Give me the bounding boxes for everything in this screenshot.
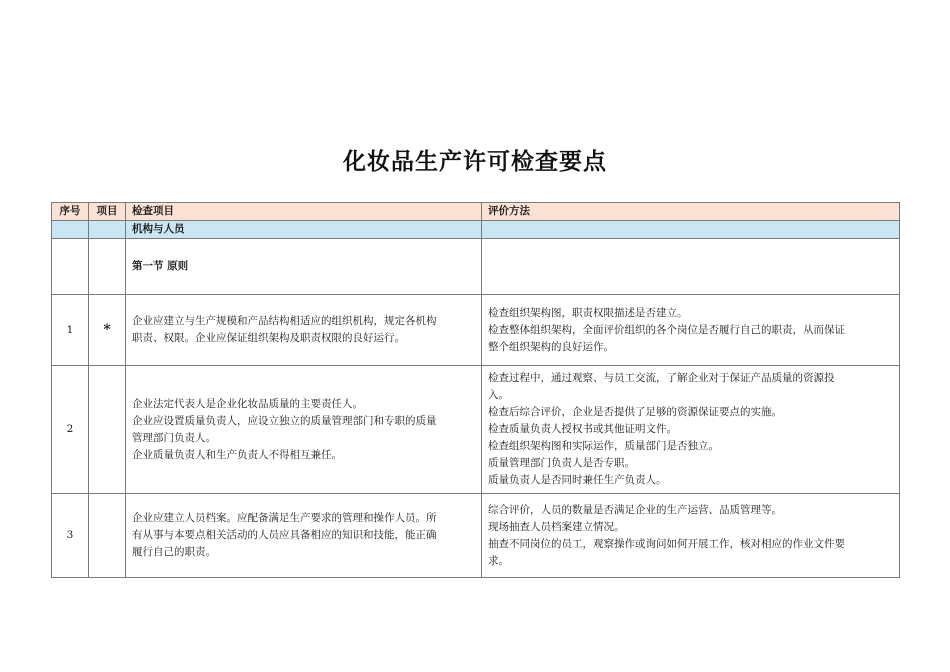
- method-line: 整个组织架构的良好运作。: [488, 340, 614, 353]
- header-method: 评价方法: [482, 203, 900, 221]
- check-line: 企业法定代表人是企业化妆品质量的主要责任人。: [132, 397, 363, 410]
- row-method: [482, 295, 900, 366]
- table-row: [52, 494, 900, 578]
- header-item: 项目: [89, 203, 126, 221]
- check-line: 企业应建立与生产规模和产品结构相适应的组织机构，规定各机构: [132, 315, 437, 327]
- section-row: [52, 221, 900, 239]
- table-row: [52, 295, 900, 366]
- method-line: 综合评价，人员的数量是否满足企业的生产运营、品质管理等。: [488, 503, 782, 516]
- row-seq: 1: [52, 295, 89, 366]
- row-check-item: [126, 295, 482, 366]
- method-line: 检查后综合评价，企业是否提供了足够的资源保证要点的实施。: [488, 406, 782, 418]
- subsection-seq-cell: [52, 239, 89, 295]
- check-line: 企业应建立人员档案。应配备满足生产要求的管理和操作人员。所: [132, 512, 437, 524]
- method-line: 检查组织架构图和实际运作，质量部门是否独立。: [488, 440, 719, 452]
- method-line: 求。: [488, 554, 509, 567]
- method-line: 质量管理部门负责人是否专职。: [488, 457, 635, 469]
- subsection-row: [52, 239, 900, 295]
- key-item-mark: [89, 366, 126, 494]
- method-line: 检查整体组织架构，全面评价组织的各个岗位是否履行自己的职责，从而保证: [488, 323, 845, 336]
- check-line: 企业质量负责人和生产负责人不得相互兼任。: [132, 448, 342, 461]
- key-item-mark: [89, 494, 126, 578]
- header-seq: 序号: [52, 203, 89, 221]
- subsection-method-cell: [482, 239, 900, 295]
- section-method-cell: [482, 221, 900, 239]
- check-line: 企业应设置质量负责人，应设立独立的质量管理部门和专职的质量: [132, 414, 437, 427]
- subsection-label: 第一节 原则: [126, 239, 482, 295]
- section-label: 机构与人员: [126, 221, 482, 239]
- method-line: 抽查不同岗位的员工，观察操作或询问如何开展工作，核对相应的作业文件要: [488, 537, 845, 550]
- check-line: 有从事与本要点相关活动的人员应具备相应的知识和技能，能正确: [132, 529, 437, 541]
- subsection-item-cell: [89, 239, 126, 295]
- row-method: [482, 366, 900, 494]
- row-seq: 3: [52, 494, 89, 578]
- section-item-cell: [89, 221, 126, 239]
- row-check-item: [126, 366, 482, 494]
- method-line: 质量负责人是否同时兼任生产负责人。: [488, 474, 667, 486]
- inspection-table: [51, 202, 900, 578]
- check-line: 履行自己的职责。: [132, 546, 216, 558]
- page-title: 化妆品生产许可检查要点: [343, 148, 607, 175]
- table-header-row: [52, 203, 900, 221]
- header-check-item: 检查项目: [126, 203, 482, 221]
- section-seq-cell: [52, 221, 89, 239]
- method-line: 检查过程中，通过观察、与员工交流，了解企业对于保证产品质量的资源投: [488, 372, 835, 384]
- key-item-mark: *: [89, 295, 126, 366]
- method-line: 检查质量负责人授权书或其他证明文件。: [488, 423, 677, 435]
- check-line: 职责、权限。企业应保证组织架构及职责权限的良好运行。: [132, 332, 405, 344]
- check-line: 管理部门负责人。: [132, 431, 216, 444]
- method-line: 入。: [488, 389, 509, 401]
- method-line: 检查组织架构图，职责权限描述是否建立。: [488, 306, 688, 319]
- row-method: [482, 494, 900, 578]
- table-row: [52, 366, 900, 494]
- method-line: 现场抽查人员档案建立情况。: [488, 520, 625, 533]
- row-check-item: [126, 494, 482, 578]
- row-seq: 2: [52, 366, 89, 494]
